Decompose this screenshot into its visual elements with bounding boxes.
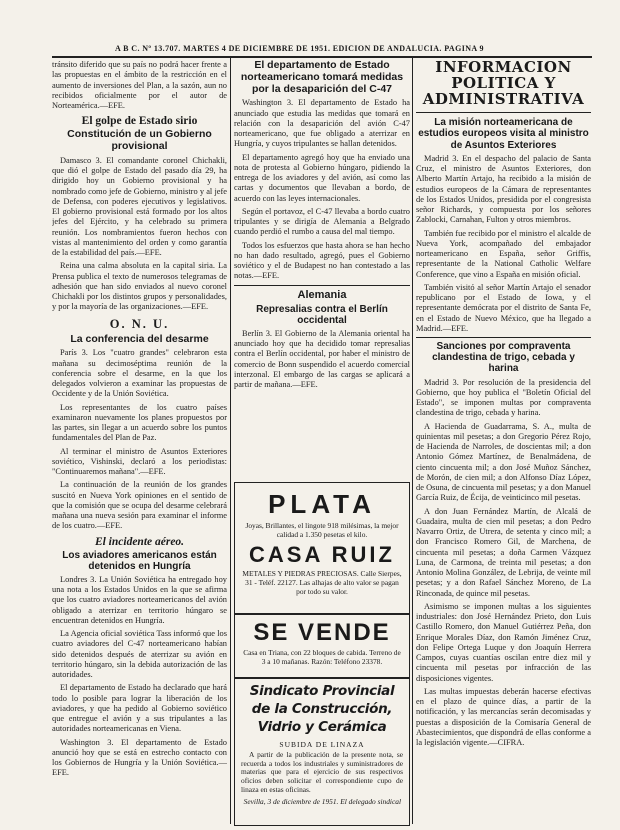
paragraph: Washington 3. El departamento de Estado ha anunciado que estudia las medidas que tomará en relación con la desaparición del avión C-47 norteamericano, que fue obligado a aterrizar en Hungría, y cuyos tripulantes se hallan detenidos.	[234, 98, 410, 149]
section-alemania: Alemania	[297, 288, 347, 301]
paragraph: París 3. Los "cuatro grandes" celebraron esta mañana su decimoséptima reunión de la conferencia sobre el desarme, en la que los delegados volvieron a examinar las propuestas de Occidente y de la Unión Soviética.	[52, 348, 227, 399]
ad-casa-ruiz-title: CASA RUIZ	[249, 541, 395, 567]
paragraph: También visitó al señor Martín Artajo el senador republicano por el Estado de Iowa, y el representante demócrata por el distrito de Santa Fe, en el Estado de Nuevo México, que ha llegado a Madrid.—EFE.	[416, 282, 591, 333]
paragraph: La continuación de la reunión de los grandes suscitó en Nueva York opiniones en el sentido de que la comisión que se ocupa del desarme celebrará mañana una nueva sesión para examinar el informe de los cuatro.—EFE.	[52, 480, 227, 531]
ad-plata	[234, 482, 410, 614]
column-rule-2	[412, 58, 413, 824]
paragraph: Las multas impuestas deberán hacerse efectivas en el plazo de quince días, a partir de la notificación, y las mercancías serán decomisadas y puestas a disposición de la Comisaría General de Abastecimientos, que dispondrá de ellas conforme a la legislación vigente.—CIFRA.	[416, 686, 591, 748]
paragraph: Asimismo se imponen multas a los siguientes industriales: don José Hernández Prieto, don Luis Castillo Romero, don Manuel Gutiérrez Peña, don Enrique Morales Díaz, don Ramón Jiménez Cruz, don Felipe Ortega Luque y don Joaquín Herrera Campos, cuyas cuantías oscilan entre diez mil y cincuenta mil pesetas por infracción de las disposiciones vigentes.	[416, 601, 591, 683]
headline-c47: El departamento de Estado norteamericano tomará medidas por la desaparición del C-47	[240, 60, 404, 95]
headline-siria: El golpe de Estado sirio	[81, 115, 198, 128]
ad-casa-ruiz-text: METALES Y PIEDRAS PRECIOSAS. Calle Sierpes, 31 - Teléf. 22127. Las alhajas de alto valor se pagan por todo su valor.	[242, 568, 402, 596]
paragraph: Según el portavoz, el C-47 llevaba a bordo cuatro tripulantes y se dirigía de Alemania a Belgrado cuando perdió el rumbo a causa del mal tiempo.	[234, 206, 410, 237]
headline-berlin: Represalias contra el Berlín occidental	[256, 303, 388, 326]
page-header: A B C. Nº 13.707. MARTES 4 DE DICIEMBRE DE 1951. EDICION DE ANDALUCIA. PAGINA 9	[115, 44, 484, 53]
ad-sindicato	[234, 678, 410, 826]
paragraph: Londres 3. La Unión Soviética ha entregado hoy una nota a los Estados Unidos en la que se afirma que los cuatro aviadores norteamericanos del avión obligado a aterrizar en territorio húngaro se encuentran detenidos en Hungría.	[52, 574, 227, 625]
ad-se-vende-text: Casa en Triana, con 22 bloques de cabida. Terreno de 3 a 10 mañanas. Razón: Teléfono 23378.	[243, 648, 401, 666]
paragraph: La Agencia oficial soviética Tass informó que los cuatro aviadores del C-47 norteamericano habían sido detenidos después de aterrizar su avión en territorio húngaro, sin la debida autorización de las autoridades.	[52, 629, 227, 680]
paragraph: Al terminar el ministro de Asuntos Exteriores soviético, Vishinski, declaró a los periodistas: "Continuaremos mañana".—EFE.	[52, 446, 227, 476]
ad-sindicato-text: A partir de la publicación de la presente nota, se recuerda a todos los industriales y suministradores de materias que para el ejercicio de sus respectivos oficios deben solicitar el correspondiente cupo de linaza en estas oficinas.	[241, 749, 403, 795]
paragraph: A don Juan Fernández Martín, de Alcalá de Guadaira, multa de cien mil pesetas; a don Pedro Navarro Ortiz, de Utrera, de setenta y cinco mil; a don Francisco Romero Gil, de Marchena, de cincuenta mil pesetas; a doña Carmen Vázquez Luna, de Carmona, de treinta mil pesetas; a don Antonio Molina González, de Lebrija, de veinte mil pesetas; y a don Rafael Sánchez Moreno, de La Rinconada, de quince mil pesetas.	[416, 506, 591, 598]
ad-se-vende-title: SE VENDE	[253, 619, 391, 646]
subheadline-aviadores: Los aviadores americanos están detenidos en Hungría	[62, 549, 217, 572]
ad-se-vende	[234, 614, 410, 678]
divider	[234, 285, 410, 286]
article-continuation: tránsito diferido que su país no podrá hacer frente a las propuestas en el ámbito de la restricción en el aumento de inversiones del Plan, a la sazón, aun no recibidos oficialmente por el autor de Norteamérica.—EFE.	[52, 60, 227, 110]
ad-plata-title: PLATA	[268, 489, 376, 519]
paragraph: A Hacienda de Guadarrama, S. A., multa de quinientas mil pesetas; a don Gregorio Pérez Rojo, de Hacienda de Narroles, de doscientas mil; a don Antonio Gómez Martínez, de Benalmádena, de ciento cincuenta mil; a don José Muñoz Sánchez, de Morón, de cien mil; a don Alfonso Díaz López, de Osuna, de cincuenta mil pesetas; y a don Manuel García Ruiz, de Écija, de veinticinco mil pesetas.	[416, 421, 591, 503]
paragraph: Damasco 3. El comandante coronel Chichakli, que dió el golpe de Estado del pasado día 29, ha dirigido hoy un Gobierno provisional y ha nombrado como jefe de Gobierno, ministro y al jefe de Defensa, con poderes ejecutivos y legislativos. El gobierno provisional está formado por los altos jefes del Ejército, y ha celebrado su primera reunión. Los nombramientos fueron hechos con vistas al mantenimiento del orden y como garantía de la estabilidad del país.—EFE.	[52, 155, 227, 257]
ad-sindicato-signature: Sevilla, 3 de diciembre de 1951. El delegado sindical	[243, 797, 401, 807]
ad-sindicato-subtitle: SUBIDA DE LINAZA	[279, 739, 365, 749]
paragraph: El departamento de Estado ha declarado que hará todo lo posible para lograr la liberación de los aviadores, y que ha pedido al Gobierno soviético que entregue el avión y a sus tripulantes a las autoridades norteamericanas en Viena.	[52, 683, 227, 734]
headline-sanciones: Sanciones por compraventa clandestina de trigo, cebada y harina	[432, 341, 575, 375]
column-right	[416, 60, 591, 826]
column-middle	[234, 60, 410, 480]
paragraph: Todos los esfuerzos que hasta ahora se han hecho no han dado resultado, agregó, pues el Gobierno soviético y el de Budapest no han contestado a las notas.—EFE.	[234, 240, 410, 281]
ad-sindicato-title: Sindicato Provincial de la Construcción, Vidrio y Cerámica	[249, 683, 395, 736]
paragraph: Los representantes de los cuatro países examinaron nuevamente los planes propuestos por las partes, sin llegar a un acuerdo sobre los puntos fundamentales del Plan de Paz.	[52, 402, 227, 443]
paragraph: Washington 3. El departamento de Estado anunció hoy que se está en estrecho contacto con los Gobiernos de Hungría y la Unión Soviética.—EFE.	[52, 737, 227, 778]
divider	[416, 337, 591, 338]
subheadline-desarme: La conferencia del desarme	[70, 332, 209, 345]
paragraph: Madrid 3. Por resolución de la presidencia del Gobierno, que hoy publica el "Boletín Oficial del Estado", se imponen multas por compraventa clandestina de trigo, cebada y harina.	[416, 377, 591, 418]
divider	[416, 112, 591, 113]
paragraph: Berlín 3. El Gobierno de la Alemania oriental ha anunciado hoy que ha decidido tomar represalias contra el Berlín occidental, por haber el ministro de comercio de Bonn suspendido el acuerdo comercial interzonal. El embargo de las cargas se aplicará a partir de mañana.—EFE.	[234, 328, 410, 390]
header-rule	[52, 56, 592, 58]
headline-mision: La misión norteamericana de estudios europeos visita al ministro de Asuntos Exteriores	[418, 117, 589, 151]
subheadline-gobierno: Constitución de un Gobierno provisional	[67, 128, 212, 152]
column-left	[52, 60, 227, 826]
ad-plata-text: Joyas, Brillantes, el lingote 918 milésimas, la mejor calidad a 1.350 pesetas el kilo.	[245, 521, 399, 539]
paragraph: También fue recibido por el ministro el alcalde de Nueva York, acompañado del embajador norteamericano en España, señor Griffis, representante de la National Catholic Welfare Conference, que vino a España en misión oficial.	[416, 228, 591, 279]
headline-incidente: El incidente aéreo.	[94, 535, 185, 548]
section-informacion-politica: INFORMACION POLITICA Y ADMINISTRATIVA	[422, 60, 585, 108]
paragraph: El departamento agregó hoy que ha enviado una nota de protesta al Gobierno húngaro, pidiendo la entrega de los aviadores y del avión, así como las cartas y documentos que llevaban a bordo, de acuerdo con las leyes internacionales.	[234, 152, 410, 203]
paragraph: Madrid 3. En el despacho del palacio de Santa Cruz, el ministro de Asuntos Exteriores, don Alberto Martín Artajo, ha recibido a la misión de estudios europeos de la Cámara de representantes de los Estados Unidos, presidida por el congresista señor Richards, y compuesta por los señores Zablocki, Carnahan, Fulton y otros miembros.	[416, 153, 591, 225]
column-rule-1	[230, 58, 231, 824]
headline-onu: O. N. U.	[109, 316, 170, 331]
paragraph: Reina una calma absoluta en la capital siria. La Prensa publica el texto de numerosos telegramas de adhesión que han sido enviados al nuevo coronel Chichakli por los distintos grupos y personalidades, y por la mayoría de las organizaciones.—EFE.	[52, 261, 227, 312]
